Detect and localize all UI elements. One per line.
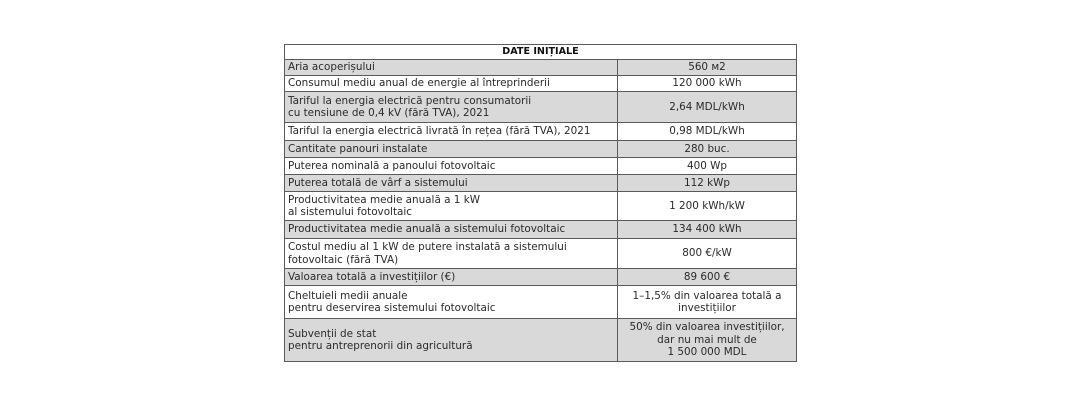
row-value: 50% din valoarea investițiilor, dar nu mai mult de 1 500 000 MDL [618, 319, 797, 362]
row-label: Cheltuieli medii anuale pentru deservirea sistemului fotovoltaic [285, 286, 618, 319]
row-label: Puterea nominală a panoului fotovoltaic [285, 158, 618, 175]
row-label: Puterea totală de vârf a sistemului [285, 175, 618, 192]
row-label: Valoarea totală a investițiilor (€) [285, 269, 618, 286]
table-row [285, 221, 797, 239]
table-title: DATE INIȚIALE [285, 45, 797, 60]
row-value: 400 Wp [618, 158, 797, 175]
row-label: Consumul mediu anual de energie al întreprinderii [285, 76, 618, 92]
row-value: 134 400 kWh [618, 221, 797, 239]
table-row [285, 92, 797, 123]
table-row [285, 192, 797, 221]
row-value: 800 €/kW [618, 239, 797, 269]
row-value: 89 600 € [618, 269, 797, 286]
table-row [285, 141, 797, 158]
row-value: 1 200 kWh/kW [618, 192, 797, 221]
row-label: Productivitatea medie anuală a sistemului fotovoltaic [285, 221, 618, 239]
row-value: 280 buc. [618, 141, 797, 158]
table-row [285, 158, 797, 175]
table-row [285, 239, 797, 269]
table-row [285, 76, 797, 92]
initial-data-table [284, 44, 797, 362]
row-label: Tariful la energia electrică pentru consumatorii cu tensiune de 0,4 kV (fără TVA), 2021 [285, 92, 618, 123]
table-row [285, 60, 797, 76]
row-value: 120 000 kWh [618, 76, 797, 92]
row-label: Aria acoperișului [285, 60, 618, 76]
row-label: Costul mediu al 1 kW de putere instalată a sistemului fotovoltaic (fără TVA) [285, 239, 618, 269]
table-row [285, 286, 797, 319]
table-row [285, 123, 797, 141]
row-value: 0,98 MDL/kWh [618, 123, 797, 141]
row-label: Tariful la energia electrică livrată în rețea (fără TVA), 2021 [285, 123, 618, 141]
table-header-row [285, 45, 797, 60]
row-value: 560 м2 [618, 60, 797, 76]
row-value: 112 kWp [618, 175, 797, 192]
row-value: 1–1,5% din valoarea totală a investițiilor [618, 286, 797, 319]
table-row [285, 319, 797, 362]
row-label: Productivitatea medie anuală a 1 kW al sistemului fotovoltaic [285, 192, 618, 221]
table-row [285, 175, 797, 192]
table-row [285, 269, 797, 286]
row-label: Subvenții de stat pentru antreprenorii din agricultură [285, 319, 618, 362]
row-value: 2,64 MDL/kWh [618, 92, 797, 123]
row-label: Cantitate panouri instalate [285, 141, 618, 158]
